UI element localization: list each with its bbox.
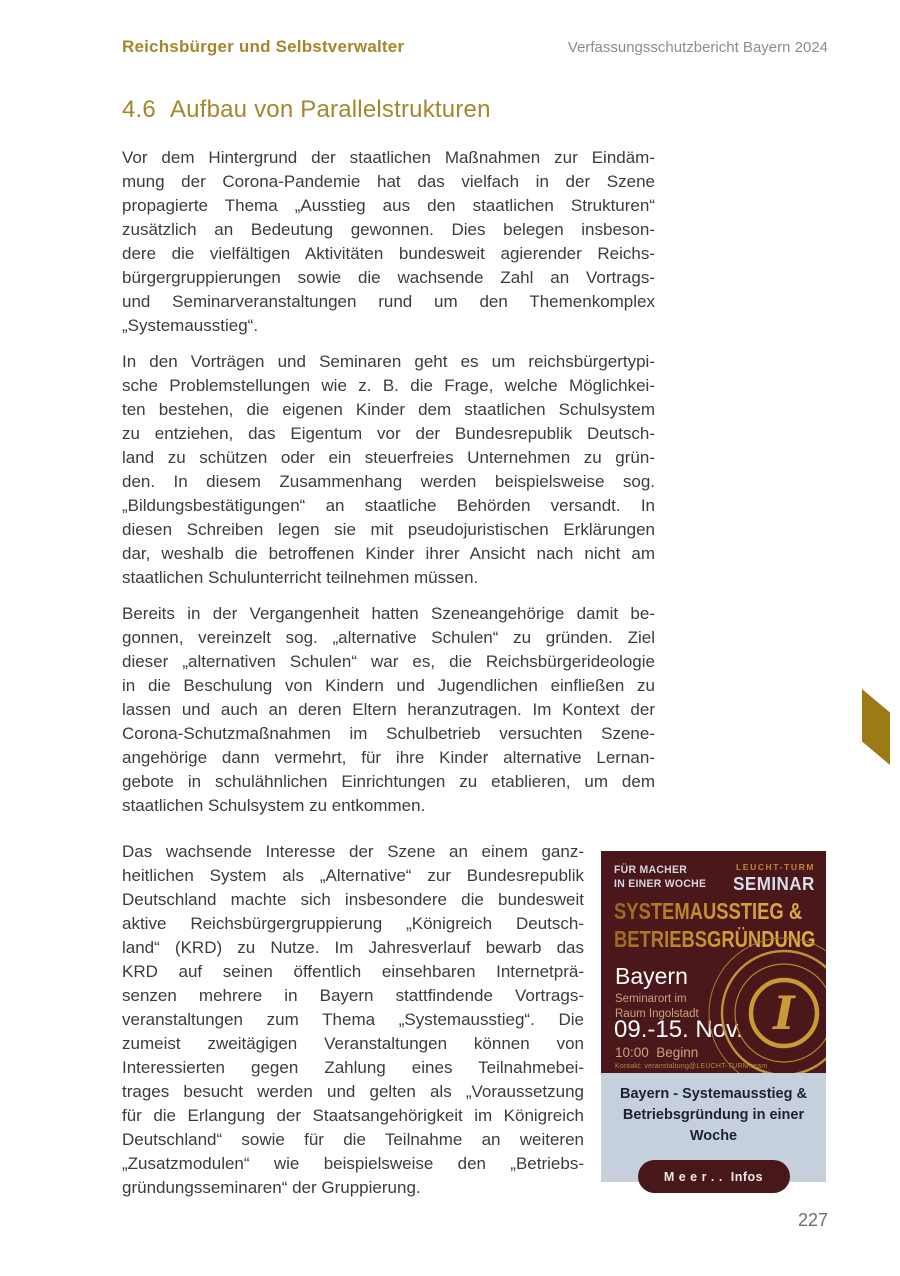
text-line: gebote in schulähnlichen Einrichtungen zu etablieren, um dem	[122, 772, 655, 791]
ad-date: 09.-15. Nov.	[614, 1016, 743, 1043]
text-line: bürgergruppierungen sowie die wachsende Zahl an Vortrags-	[122, 268, 655, 287]
text-line: heitlichen System als „Alternative“ zur Bundesrepublik	[122, 866, 584, 885]
text-line: diesen Schreiben legen sie mit pseudojuristischen Erklärungen	[122, 520, 655, 539]
text-line: „Bildungsbestätigungen“ an staatliche Behörden versandt. In	[122, 496, 655, 515]
paragraph-1	[122, 146, 655, 338]
seminar-ad-caption-panel	[601, 1073, 826, 1182]
ad-tagline-line1: FÜR MACHER	[614, 864, 688, 876]
text-line: „Systemausstieg“.	[122, 316, 259, 335]
ad-caption-line2: Betriebsgründung in einer Woche	[622, 1107, 805, 1144]
text-line: Das wachsende Interesse der Szene an einem ganz-	[122, 842, 584, 861]
ad-brand-name: LEUCHT-TURM	[736, 862, 815, 872]
text-line: „Zusatzmodulen“ wie beispielsweise den „Betriebs-	[122, 1154, 584, 1173]
text-line: Deutschland machte sich insbesondere die bundesweit	[122, 890, 584, 909]
section-heading	[122, 96, 491, 124]
ad-headline-line1: SYSTEMAUSSTIEG &	[614, 898, 803, 924]
page-number: 227	[797, 1210, 828, 1230]
ad-location: Bayern	[615, 963, 688, 989]
ad-contact: Kontakt: veranstaltung@LEUCHT-TURM.team	[615, 1063, 768, 1070]
text-line: Interessierten gegen Zahlung eines Teilnahmebei-	[122, 1058, 584, 1077]
text-line: Corona-Schutzmaßnahmen im Schulbetrieb versuchten Szene-	[122, 724, 655, 743]
text-line: angehörige dann vermehrt, für ihre Kinder alternative Lernan-	[122, 748, 655, 767]
paragraph-3	[122, 602, 655, 818]
seminar-ad-poster	[601, 851, 826, 1073]
text-line: mung der Corona-Pandemie hat das vielfach in der Szene	[122, 172, 655, 191]
running-header-report-title: Verfassungsschutzbericht Bayern 2024	[567, 39, 828, 56]
text-line: Bereits in der Vergangenheit hatten Szeneangehörige damit be-	[122, 604, 655, 623]
text-line: propagierte Thema „Ausstieg aus den staatlichen Strukturen“	[122, 196, 655, 215]
section-title: Aufbau von Parallelstrukturen	[169, 96, 491, 123]
ad-location-detail-line2: Raum Ingolstadt	[615, 1007, 699, 1020]
section-number: 4.6	[122, 96, 156, 123]
text-line: In den Vorträgen und Seminaren geht es um reichsbürgertypi-	[122, 352, 655, 371]
text-line: staatlichen Schulunterricht teilnehmen müssen.	[122, 568, 479, 587]
running-header-chapter: Reichsbürger und Selbstverwalter	[122, 37, 405, 56]
text-line: lassen und auch an deren Eltern heranzutragen. Im Kontext der	[122, 700, 655, 719]
text-line: für die Erlangung der Staatsangehörigkeit im Königreich	[122, 1106, 584, 1125]
text-line: veranstaltungen zum Thema „Systemausstieg“. Die	[122, 1010, 584, 1029]
text-line: in die Beschulung von Kindern und Jugendlichen einfließen zu	[122, 676, 655, 695]
text-line: aktive Reichsbürgergruppierung „Königreich Deutsch-	[122, 914, 584, 933]
paragraph-4	[122, 840, 584, 1200]
lighthouse-logo-glyph: I	[773, 986, 795, 1040]
gold-bookmark-marker	[862, 689, 890, 765]
ad-caption	[601, 1073, 826, 1147]
text-line: dieser „alternativen Schulen“ war es, die Reichsbürgerideologie	[122, 652, 655, 671]
text-line: zu entziehen, das Eigentum vor der Bundesrepublik Deutsch-	[122, 424, 655, 443]
text-line: sche Problemstellungen wie z. B. die Frage, welche Möglichkei-	[122, 376, 655, 395]
ad-brand	[726, 862, 815, 895]
text-line: land“ (KRD) zu Nutze. Im Jahresverlauf bewarb das	[122, 938, 584, 957]
more-infos-button: M e e r . . Infos	[638, 1160, 790, 1193]
lighthouse-logo-icon	[699, 928, 826, 1073]
text-line: Deutschland“ sowie für die Teilnahme an weiteren	[122, 1130, 584, 1149]
text-line: staatlichen Schulsystem zu entkommen.	[122, 796, 426, 815]
text-line: und Seminarveranstaltungen rund um den Themenkomplex	[122, 292, 655, 311]
text-line: trages besucht werden und gelten als „Voraussetzung	[122, 1082, 584, 1101]
text-line: ten bestehen, die eigenen Kinder dem staatlichen Schulsystem	[122, 400, 655, 419]
text-line: den. In diesem Zusammenhang werden beispielsweise sog.	[122, 472, 655, 491]
text-line: Vor dem Hintergrund der staatlichen Maßnahmen zur Eindäm-	[122, 148, 655, 167]
text-line: dar, weshalb die betroffenen Kinder ihrer Ansicht nach nicht am	[122, 544, 655, 563]
ad-brand-seminar: SEMINAR	[733, 873, 815, 894]
ad-caption-line1: Bayern - Systemausstieg &	[620, 1086, 807, 1102]
ad-time: 10:00 Beginn	[615, 1045, 699, 1060]
seminar-ad-image	[601, 851, 826, 1182]
text-line: gründungsseminaren“ der Gruppierung.	[122, 1178, 421, 1197]
body-text-column	[122, 146, 655, 1212]
text-line: gonnen, vereinzelt sog. „alternative Schulen“ zu gründen. Ziel	[122, 628, 655, 647]
ad-tagline-line2: IN EINER WOCHE	[614, 877, 707, 890]
ad-tagline	[614, 864, 706, 891]
text-line: zusätzlich an Bedeutung gewonnen. Dies belegen insbeson-	[122, 220, 655, 239]
paragraph-2	[122, 350, 655, 590]
text-line: zumeist zweitägigen Veranstaltungen können von	[122, 1034, 584, 1053]
ad-headline-line2: BETRIEBSGRÜNDUNG	[614, 925, 816, 952]
text-line: dere die vielfältigen Aktivitäten bundesweit agierender Reichs-	[122, 244, 655, 263]
text-line: KRD auf seinen öffentlich einsehbaren Internetprä-	[122, 962, 584, 981]
ad-location-detail-line1: Seminarort im	[615, 993, 687, 1005]
text-line: senzen mehrere in Bayern stattfindende Vortrags-	[122, 986, 584, 1005]
text-line: land zu schützen oder ein steuerfreies Unternehmen zu grün-	[122, 448, 655, 467]
